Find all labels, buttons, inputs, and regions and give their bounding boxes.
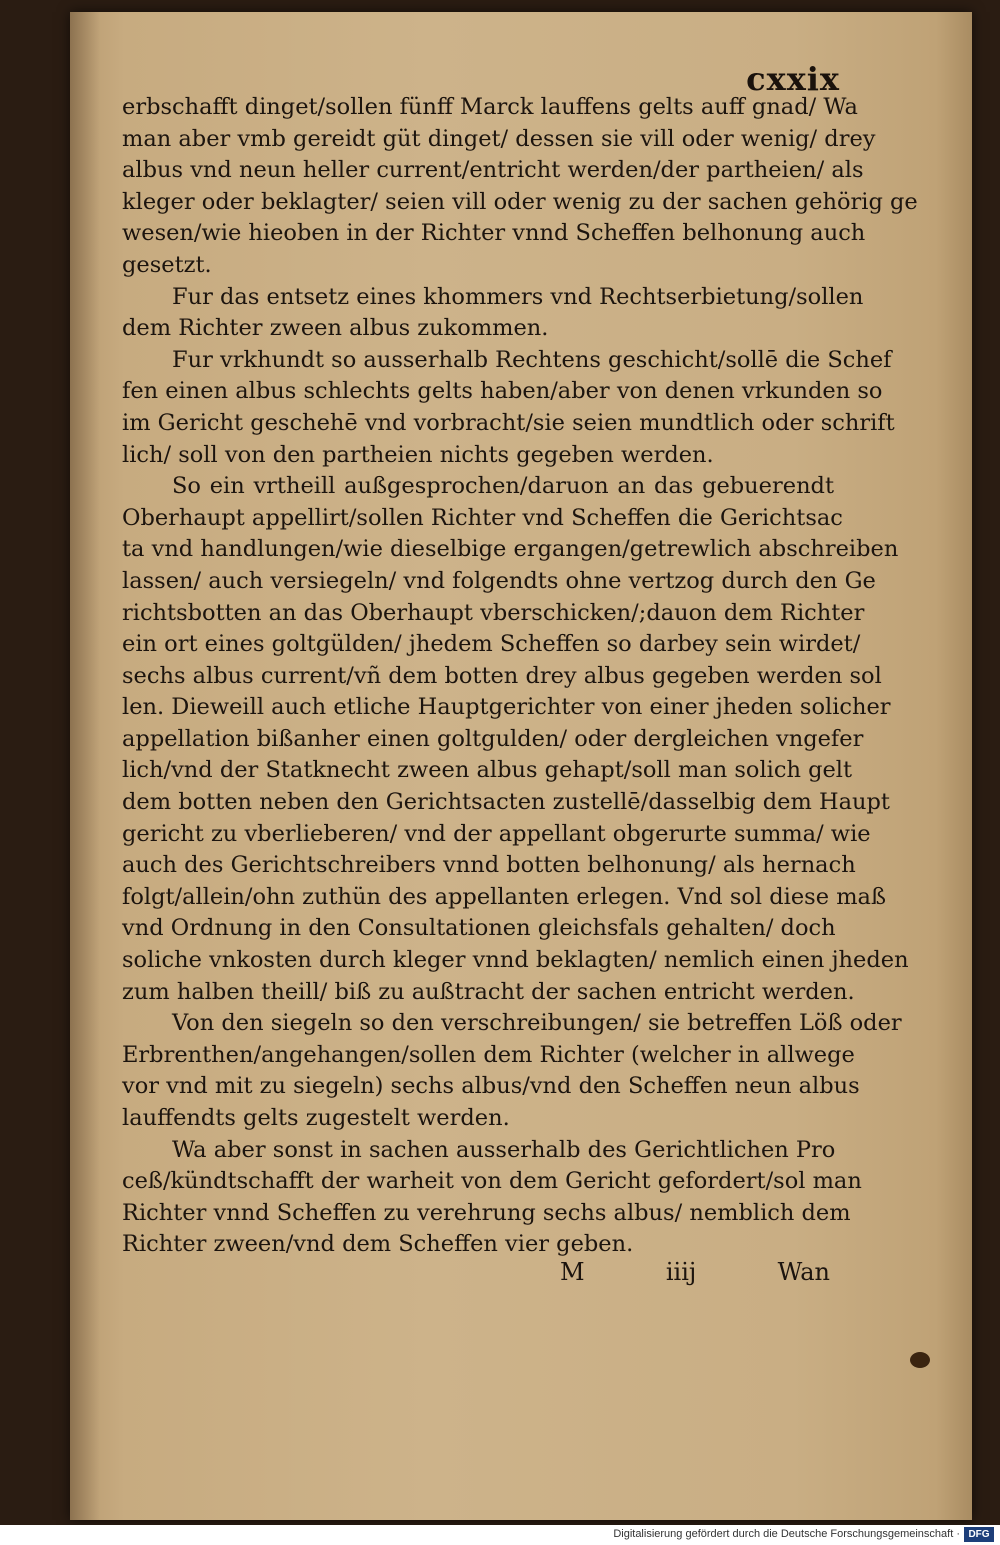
text-line: appellation bißanher einen goltgulden/ oder dergleichen vngefer bbox=[122, 725, 864, 752]
page-gutter-shadow bbox=[70, 12, 100, 1520]
text-line: len. Dieweill auch etliche Hauptgerichter von einer jheden solicher bbox=[122, 694, 891, 721]
signature-letter: M bbox=[560, 1258, 585, 1286]
catchword: Wan bbox=[777, 1258, 830, 1286]
text-line: folgt/allein/ohn zuthün des appellanten erlegen. Vnd sol diese maß bbox=[122, 883, 886, 910]
text-line: vnd Ordnung in den Consultationen gleichsfals gehalten/ doch bbox=[122, 915, 836, 942]
text-line: dem botten neben den Gerichtsacten zustellē/dasselbig dem Haupt bbox=[122, 789, 890, 816]
text-line: lich/vnd der Statknecht zween albus gehapt/soll man solich gelt bbox=[122, 757, 853, 784]
text-line: fen einen albus schlechts gelts haben/aber von denen vrkunden so bbox=[122, 378, 883, 405]
text-line: ta vnd handlungen/wie dieselbige ergangen/getrewlich abschreiben bbox=[122, 536, 899, 563]
funding-credit: Digitalisierung gefördert durch die Deutsche Forschungsgemeinschaft · bbox=[613, 1528, 960, 1540]
text-line: lich/ soll von den partheien nichts gegeben werden. bbox=[122, 441, 714, 468]
signature-number: iiij bbox=[665, 1258, 697, 1286]
text-line: Oberhaupt appellirt/sollen Richter vnd Scheffen die Gerichtsac bbox=[122, 504, 843, 531]
text-line: Erbrenthen/angehangen/sollen dem Richter (welcher in allwege bbox=[122, 1041, 855, 1068]
text-line: im Gericht geschehē vnd vorbracht/sie seien mundtlich oder schrift bbox=[122, 409, 895, 436]
text-line: man aber vmb gereidt güt dinget/ dessen sie vill oder wenig/ drey bbox=[122, 125, 876, 152]
text-line: lauffendts gelts zugestelt werden. bbox=[122, 1105, 510, 1131]
text-line: ein ort eines goltgülden/ jhedem Scheffen so darbey sein wirdet/ bbox=[122, 631, 861, 658]
text-line: vor vnd mit zu siegeln) sechs albus/vnd den Scheffen neun albus bbox=[122, 1073, 860, 1100]
ink-stain bbox=[910, 1352, 930, 1368]
paragraph-start: Fur vrkhundt so ausserhalb Rechtens geschicht/sollē die Schef bbox=[172, 346, 892, 373]
paragraph-start: Fur das entsetz eines khommers vnd Rechtserbietung/sollen bbox=[172, 283, 864, 310]
text-line: ceß/kündtschafft der warheit von dem Gericht gefordert/sol man bbox=[122, 1168, 862, 1195]
paragraph-start: So ein vrtheill außgesprochen/daruon an das gebuerendt bbox=[172, 473, 834, 500]
text-line: Richter zween/vnd dem Scheffen vier geben. bbox=[122, 1231, 634, 1258]
text-line: gesetzt. bbox=[122, 251, 212, 278]
text-line: kleger oder beklagter/ seien vill oder wenig zu der sachen gehörig ge bbox=[122, 188, 918, 215]
text-line: lassen/ auch versiegeln/ vnd folgendts ohne vertzog durch den Ge bbox=[122, 567, 876, 594]
text-line: soliche vnkosten durch kleger vnnd beklagten/ nemlich einen jheden bbox=[122, 947, 909, 974]
text-line: erbschafft dinget/sollen fünff Marck lauffens gelts auff gnad/ Wa bbox=[122, 94, 858, 120]
paragraph-start: Wa aber sonst in sachen ausserhalb des Gerichtlichen Pro bbox=[172, 1136, 836, 1163]
text-line: sechs albus current/vñ dem botten drey albus gegeben werden sol bbox=[122, 662, 882, 689]
text-line: gericht zu vberlieberen/ vnd der appellant obgerurte summa/ wie bbox=[122, 820, 871, 847]
text-line: zum halben theill/ biß zu außtracht der sachen entricht werden. bbox=[122, 978, 855, 1005]
folio-number: cxxix bbox=[746, 60, 840, 98]
text-line: auch des Gerichtschreibers vnnd botten belhonung/ als hernach bbox=[122, 852, 856, 879]
catchword-line bbox=[560, 1258, 830, 1286]
paragraph-start: Von den siegeln so den verschreibungen/ sie betreffen Löß oder bbox=[172, 1010, 902, 1037]
text-line: Richter vnnd Scheffen zu verehrung sechs albus/ nemblich dem bbox=[122, 1199, 851, 1226]
footer-bar bbox=[0, 1525, 1000, 1545]
text-line: dem Richter zween albus zukommen. bbox=[122, 315, 549, 342]
text-line: richtsbotten an das Oberhaupt vberschicken/;dauon dem Richter bbox=[122, 599, 865, 626]
text-line: wesen/wie hieoben in der Richter vnnd Scheffen belhonung auch bbox=[122, 220, 866, 247]
dfg-logo: DFG bbox=[964, 1527, 994, 1542]
page-text bbox=[122, 92, 918, 1261]
text-line: albus vnd neun heller current/entricht werden/der partheien/ als bbox=[122, 157, 864, 184]
